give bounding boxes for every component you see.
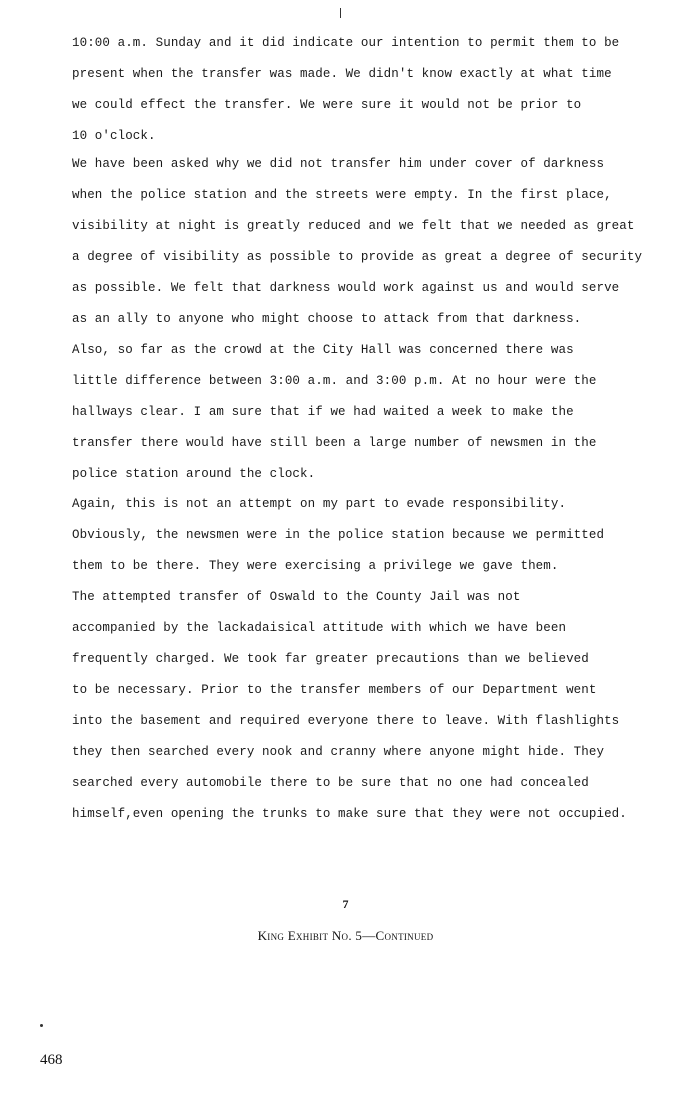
text-line: to be necessary. Prior to the transfer members of our Department went (72, 683, 597, 697)
text-line: Again, this is not an attempt on my part to evade responsibility. (72, 497, 567, 511)
text-line: transfer there would have still been a large number of newsmen in the (72, 436, 597, 450)
text-line: searched every automobile there to be sure that no one had concealed (72, 776, 589, 790)
text-line: they then searched every nook and cranny where anyone might hide. They (72, 745, 605, 759)
text-line: frequently charged. We took far greater precautions than we believed (72, 652, 589, 666)
text-line: accompanied by the lackadaisical attitude with which we have been (72, 621, 567, 635)
text-line: them to be there. They were exercising a privilege we gave them. (72, 559, 559, 573)
text-line: we could effect the transfer. We were sure it would not be prior to (72, 98, 582, 112)
text-line: The attempted transfer of Oswald to the County Jail was not (72, 590, 521, 604)
text-line: into the basement and required everyone there to leave. With flashlights (72, 714, 620, 728)
text-line: a degree of visibility as possible to provide as great a degree of security (72, 250, 643, 264)
text-line: Obviously, the newsmen were in the police station because we permitted (72, 528, 605, 542)
text-line: when the police station and the streets were empty. In the first place, (72, 188, 612, 202)
text-line: 10 o'clock. (72, 129, 156, 143)
volume-page-number: 468 (40, 1052, 63, 1068)
text-line: as possible. We felt that darkness would work against us and would serve (72, 281, 620, 295)
text-line: We have been asked why we did not transfer him under cover of darkness (72, 157, 605, 171)
text-line: visibility at night is greatly reduced and we felt that we needed as great (72, 219, 635, 233)
text-line: as an ally to anyone who might choose to attack from that darkness. (72, 312, 582, 326)
page-number: 7 (342, 897, 349, 911)
scan-mark-left (40, 1024, 43, 1027)
text-line: present when the transfer was made. We didn't know exactly at what time (72, 67, 612, 81)
text-line: hallways clear. I am sure that if we had waited a week to make the (72, 405, 574, 419)
text-line: Also, so far as the crowd at the City Hall was concerned there was (72, 343, 574, 357)
text-line: little difference between 3:00 a.m. and 3:00 p.m. At no hour were the (72, 374, 597, 388)
exhibit-caption: King Exhibit No. 5—Continued (257, 928, 434, 943)
text-line: himself,even opening the trunks to make sure that they were not occupied. (72, 807, 627, 821)
text-line: 10:00 a.m. Sunday and it did indicate our intention to permit them to be (72, 36, 620, 50)
text-line: police station around the clock. (72, 467, 316, 481)
scan-mark-top (340, 8, 341, 18)
